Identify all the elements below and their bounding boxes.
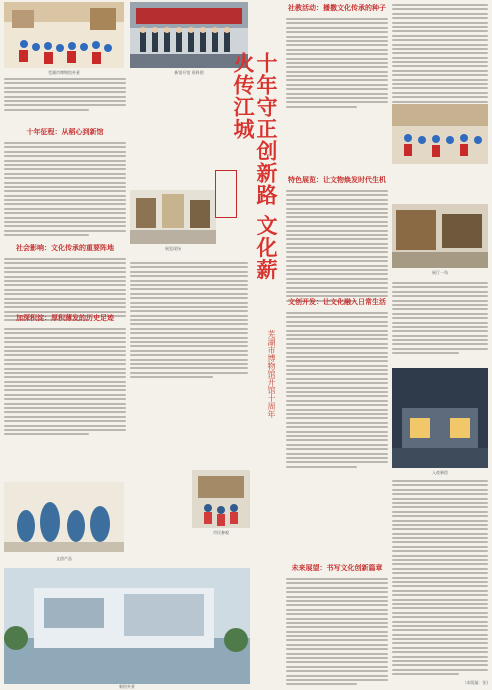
text-right-top — [392, 4, 488, 109]
text-right-mid — [392, 282, 488, 357]
caption-photo-6: 文创产品 — [56, 556, 72, 561]
caption-photo-3: 展厅一角 — [432, 270, 448, 275]
subtitle: 芜湖市博物馆开馆十周年 — [267, 330, 276, 418]
text-tour — [4, 328, 126, 438]
photo-right-night — [392, 368, 488, 468]
heading-tenyears: 十年征程：从稻心到新馆 — [26, 128, 104, 136]
heading-future: 未来展望：书写文化创新篇章 — [291, 564, 383, 572]
editor-credit: （本版编：张) — [462, 680, 488, 685]
photo-ancient-bottles — [4, 482, 124, 552]
text-creative — [286, 312, 388, 470]
text-tenyears — [4, 142, 126, 239]
heading-culture: 社会影响：文化传承的重要阵地 — [16, 244, 114, 252]
text-future — [286, 578, 388, 688]
caption-photo-2: 新馆开馆 资料图 — [174, 70, 204, 75]
main-title: 十年守正创新路 文化薪火传江城 — [231, 52, 279, 281]
caption-photo-4: 展览现场 — [165, 246, 181, 251]
photo-building-exterior — [4, 568, 250, 684]
seal-mark — [215, 170, 237, 218]
photo-right-kids — [392, 104, 488, 164]
photo-visitors — [192, 470, 250, 528]
intro-text — [4, 78, 126, 113]
text-center-left — [130, 262, 248, 381]
caption-photo-8: 入夜新馆 — [432, 470, 448, 475]
photo-right-hall — [392, 204, 488, 268]
photo-museum-interior — [4, 2, 124, 68]
photo-exhibit-hall — [130, 190, 216, 244]
text-red — [286, 190, 388, 304]
caption-photo-7: 新馆外景 — [119, 684, 135, 689]
heading-social: 社教活动：播撒文化传承的种子 — [288, 4, 386, 12]
heading-tour: 加深积淀：厚积薄发的历史足迹 — [16, 314, 114, 322]
heading-creative: 文创开发：让文化融入日常生活 — [288, 298, 386, 306]
text-right-bottom — [392, 480, 488, 678]
text-social — [286, 18, 388, 110]
heading-red: 特色展览：让文物焕发时代生机 — [288, 176, 386, 184]
caption-photo-5: 市民参观 — [213, 530, 229, 535]
caption-photo-1: 芜湖市博物馆外景 — [48, 70, 80, 75]
